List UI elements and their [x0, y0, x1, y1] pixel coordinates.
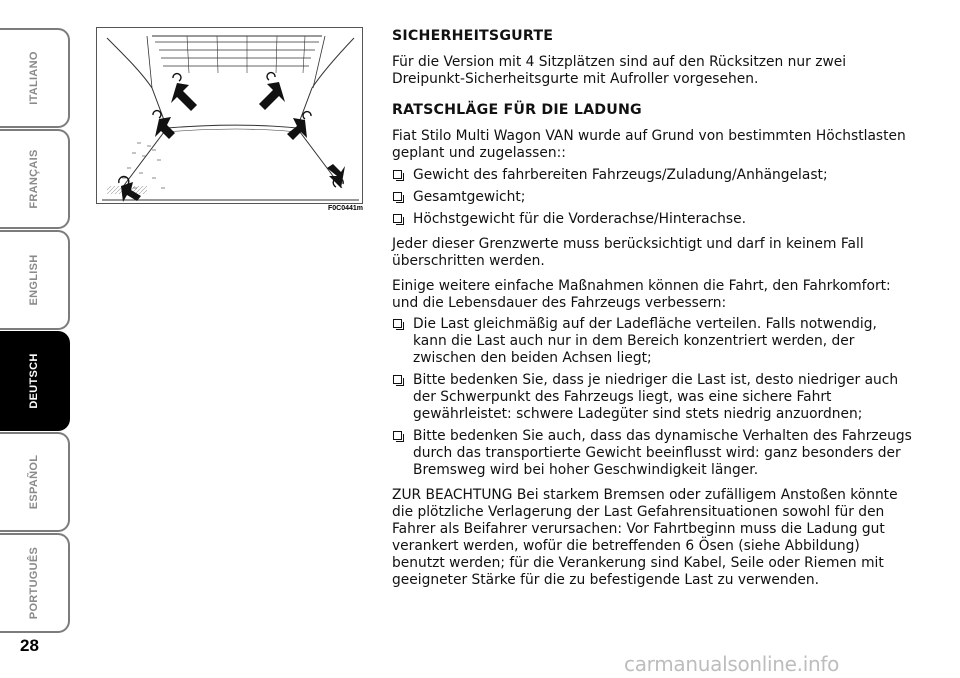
- list-item: [392, 167, 912, 184]
- bullet-list: [392, 316, 912, 479]
- main-text-column: [392, 28, 912, 597]
- tab-italiano[interactable]: [0, 28, 70, 128]
- note-paragraph: ZUR BEACHTUNG Bei starkem Bremsen oder zufälligem Anstoßen könnte die plötzliche Verlagerung der Last Gefahrensituationen sowohl für den Fahrer als Beifahrer verursachen: Vor Fahrtbeginn muss die Ladung gut verankert werden, wofür die betreffenden 6 Ösen (siehe Abbildung) benutzt werden; für die Verankerung sind Kabel, Seile oder Riemen mit geeigneter Stärke für die zu befestigende Last zu verwenden.: [392, 487, 898, 588]
- paragraph: Für die Version mit 4 Sitzplätzen sind auf den Rücksitzen nur zwei Dreipunkt-Sicherheitsgurte mit Aufroller vorgesehen.: [392, 54, 847, 87]
- list-item: [392, 189, 912, 206]
- tab-label: DEUTSCH: [28, 353, 40, 409]
- list-item-text: Gesamtgewicht;: [413, 189, 526, 205]
- list-item: [392, 211, 912, 228]
- watermark: carmanualsonline.info: [624, 652, 840, 676]
- list-item: [392, 316, 912, 367]
- list-item-text: Gewicht des fahrbereiten Fahrzeugs/Zuladung/Anhängelast;: [413, 167, 828, 183]
- figure-code: F0C0441m: [328, 205, 364, 212]
- paragraph: Fiat Stilo Multi Wagon VAN wurde auf Grund von bestimmten Höchstlasten geplant und zugelassen::: [392, 128, 906, 161]
- list-item-text: Die Last gleichmäßig auf der Ladefläche verteilen. Falls notwendig, kann die Last auch nur in dem Bereich konzentriert werden, der zwischen den beiden Achsen liegt;: [413, 316, 877, 366]
- list-item: [392, 372, 912, 423]
- tab-label: FRANÇAIS: [28, 149, 40, 209]
- tab-espanol[interactable]: [0, 432, 70, 532]
- checkbox-bullet-icon: [393, 170, 402, 179]
- list-item: [392, 428, 912, 479]
- section-heading-ladung: RATSCHLÄGE FÜR DIE LADUNG: [392, 102, 642, 118]
- cargo-area-figure: [96, 27, 363, 204]
- tab-english[interactable]: [0, 230, 70, 330]
- tab-portugues[interactable]: [0, 533, 70, 633]
- section-heading-sicherheitsgurte: SICHERHEITSGURTE: [392, 28, 554, 44]
- list-item-text: Höchstgewicht für die Vorderachse/Hinterachse.: [413, 211, 746, 227]
- paragraph: Einige weitere einfache Maßnahmen können die Fahrt, den Fahrkomfort: und die Lebensdauer des Fahrzeugs verbessern:: [392, 278, 891, 311]
- tab-deutsch[interactable]: [0, 331, 70, 431]
- checkbox-bullet-icon: [393, 214, 402, 223]
- page-number: 28: [20, 636, 39, 655]
- tab-label: ITALIANO: [28, 51, 40, 105]
- tab-francais[interactable]: [0, 129, 70, 229]
- list-item-text: Bitte bedenken Sie auch, dass das dynamische Verhalten des Fahrzeugs durch das transportierte Gewicht beeinflusst wird: ganz besonders der Bremsweg wird bei hoher Geschwindigkeit länger.: [413, 428, 912, 478]
- checkbox-bullet-icon: [393, 192, 402, 201]
- paragraph: Jeder dieser Grenzwerte muss berücksichtigt und darf in keinem Fall überschritten werden.: [392, 236, 864, 269]
- checkbox-bullet-icon: [393, 319, 402, 328]
- tab-label: PORTUGUÊS: [28, 546, 40, 620]
- tab-label: ESPAÑOL: [28, 454, 40, 510]
- list-item-text: Bitte bedenken Sie, dass je niedriger die Last ist, desto niedriger auch der Schwerpunkt des Fahrzeugs liegt, was eine sichere Fahrt gewährleistet: schwere Ladegüter sind stets niedrig anzuordnen;: [413, 372, 899, 422]
- tab-label: ENGLISH: [28, 254, 40, 306]
- checkbox-bullet-icon: [393, 431, 402, 440]
- bullet-list: [392, 167, 912, 228]
- cargo-area-tie-down-eyes-illustration: [97, 28, 363, 204]
- checkbox-bullet-icon: [393, 375, 402, 384]
